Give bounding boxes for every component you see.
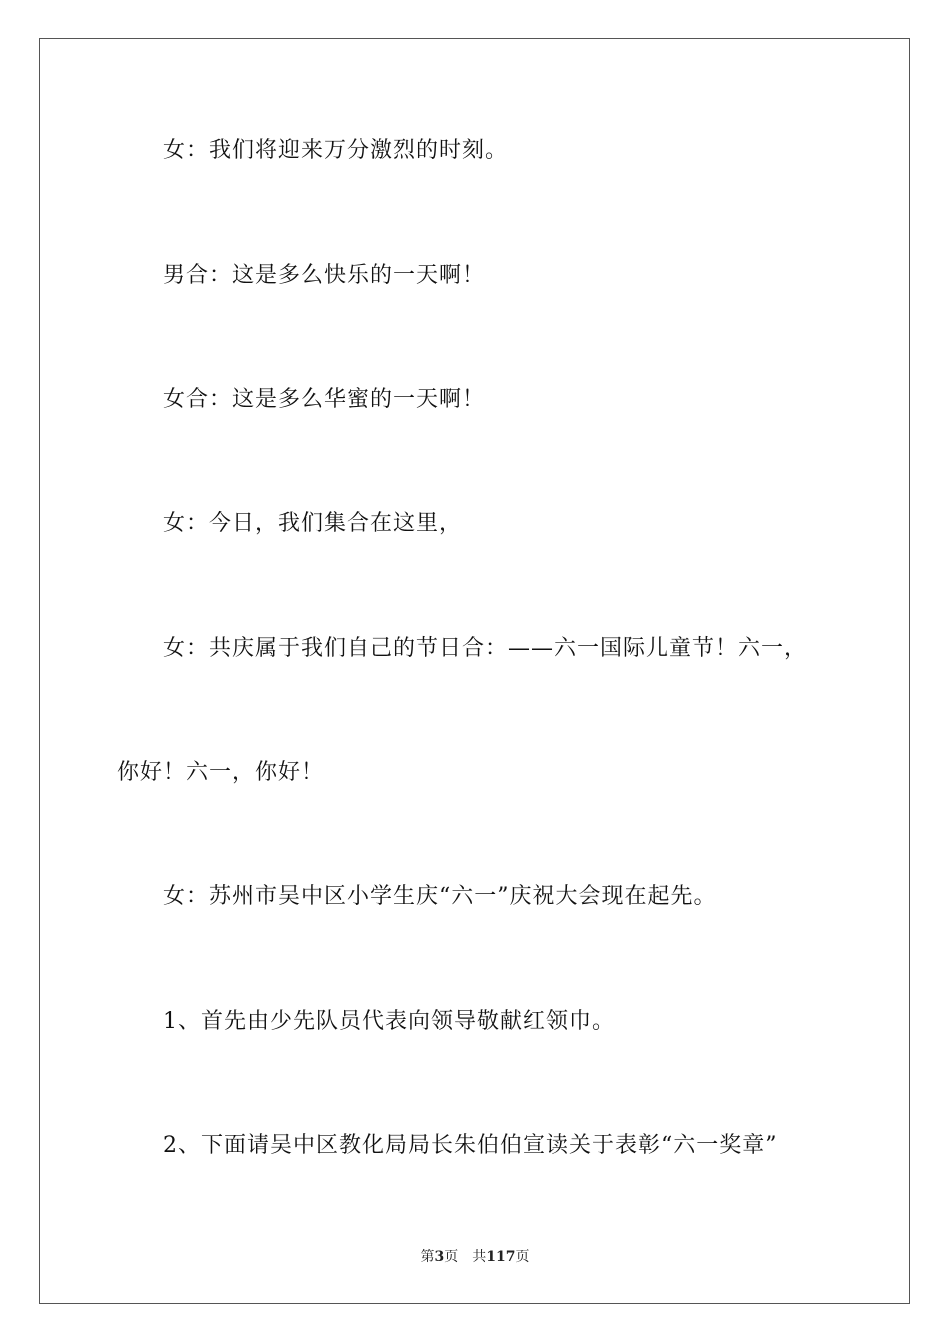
text-line-7: 女：苏州市吴中区小学生庆“六一”庆祝大会现在起先。 (163, 884, 717, 909)
footer-page-prefix: 第 (420, 1249, 435, 1265)
text-line-9: 2、下面请吴中区教化局局长朱伯伯宣读关于表彰“六一奖章” (163, 1133, 778, 1158)
page-footer (0, 1248, 950, 1266)
text-line-5: 女：共庆属于我们自己的节日合：——六一国际儿童节！六一， (163, 636, 808, 661)
footer-page-suffix: 页 (444, 1249, 459, 1265)
text-line-2: 男合：这是多么快乐的一天啊！ (163, 263, 486, 288)
footer-total-suffix: 页 (515, 1249, 530, 1265)
footer-total-prefix: 共 (472, 1249, 487, 1265)
text-line-8: 1、首先由少先队员代表向领导敬献红领巾。 (163, 1009, 615, 1034)
text-line-1: 女：我们将迎来万分激烈的时刻。 (163, 138, 509, 163)
text-line-6: 你好！六一，你好！ (117, 760, 325, 785)
text-line-4: 女：今日，我们集合在这里， (163, 511, 463, 536)
page-border (39, 38, 910, 1304)
footer-page-number: 3 (434, 1249, 445, 1265)
text-line-3: 女合：这是多么华蜜的一天啊！ (163, 387, 486, 412)
footer-total-pages: 117 (486, 1249, 516, 1265)
